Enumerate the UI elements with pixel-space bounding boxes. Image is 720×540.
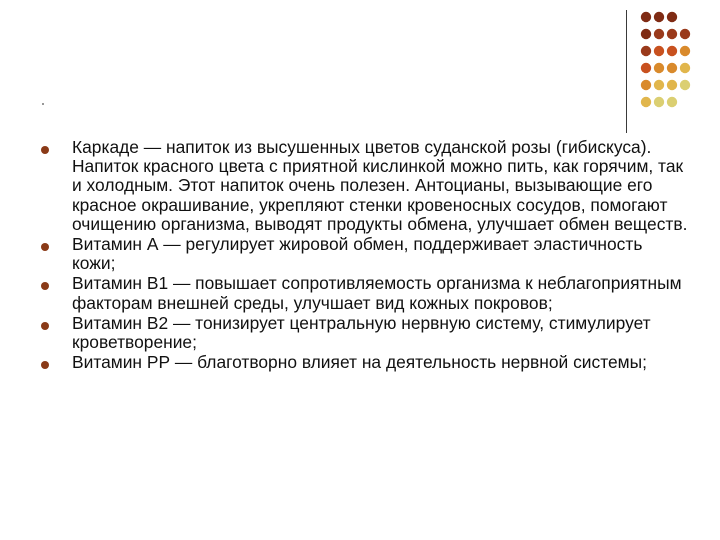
decorative-dot <box>641 97 651 107</box>
decorative-dot <box>680 80 690 90</box>
decorative-dot <box>680 46 690 56</box>
bullet-text: Витамин В1 — повышает сопротивляемость организма к неблагоприятным факторам внешней среды, улучшает вид кожных покровов; <box>72 273 682 313</box>
decorative-dot <box>654 80 664 90</box>
bullet-text: Витамин А — регулирует жировой обмен, поддерживает эластичность кожи; <box>72 234 643 274</box>
decorative-dot <box>641 29 651 39</box>
bullet-text: Каркаде — напиток из высушенных цветов суданской розы (гибискуса). Напиток красного цвета с приятной кислинкой можно пить, как горячим, так и холодным. Этот напиток очень полезен. Антоцианы, вызывающие его красное окрашивание, укрепляют стенки кровеносных сосудов, помогают очищению организма, выводят продукты обмена, улучшает обмен веществ. <box>72 137 688 234</box>
bullet-item-vitamin-b2 <box>40 314 690 352</box>
decorative-dot <box>654 63 664 73</box>
decorative-dot <box>667 80 677 90</box>
decorative-dot <box>654 97 664 107</box>
bullet-dot-icon <box>41 146 49 154</box>
decorative-dot-grid <box>638 9 718 119</box>
bullet-text: Витамин РР — благотворно влияет на деятельность нервной системы; <box>72 352 647 373</box>
decorative-dot <box>641 63 651 73</box>
decorative-dot <box>641 46 651 56</box>
decorative-dot <box>667 12 677 22</box>
bullet-dot-icon <box>41 243 49 251</box>
bullet-item-karkade <box>40 138 690 234</box>
small-dot-mark <box>42 103 44 105</box>
vertical-divider <box>626 10 627 133</box>
decorative-dot <box>667 46 677 56</box>
bullet-dot-icon <box>41 361 49 369</box>
decorative-dot <box>654 29 664 39</box>
decorative-dot <box>654 12 664 22</box>
decorative-dot <box>641 12 651 22</box>
decorative-dot <box>654 46 664 56</box>
decorative-dot <box>667 63 677 73</box>
bullet-dot-icon <box>41 322 49 330</box>
bullet-item-vitamin-a <box>40 235 690 273</box>
decorative-dot <box>680 29 690 39</box>
bullet-item-vitamin-pp <box>40 353 690 372</box>
bullet-list <box>40 138 690 373</box>
decorative-dot <box>641 80 651 90</box>
decorative-dot <box>667 97 677 107</box>
decorative-dot <box>667 29 677 39</box>
bullet-item-vitamin-b1 <box>40 274 690 312</box>
decorative-dot <box>680 63 690 73</box>
bullet-dot-icon <box>41 282 49 290</box>
bullet-text: Витамин В2 — тонизирует центральную нервную систему, стимулирует кроветворение; <box>72 312 651 353</box>
